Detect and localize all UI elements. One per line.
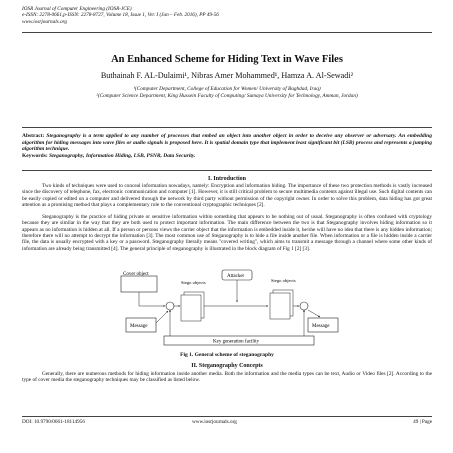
affiliation-1: ¹(Computer Department, College of Education for Women/ University of Baghdad, Iraq) — [133, 86, 321, 92]
header-rule — [22, 32, 432, 33]
extract-to-message-arrow — [308, 310, 320, 317]
intro-paragraph-1-text: Two kinds of techniques were used to conceal information nowadays, namely: Encryption and information hiding. The importance of these two protection methods is vastly increased since the discovery of telephone, fax, electronic communication and computer [1]. However, it is still critical problem to secure multimedia contents against illegal use. Such digital contents can be easily copied or edited on a computer and delivered through the network by third party without permission of the copyright owner. In order to solve this problem, data hiding has got great attention as a promising method that plays a complementary role to the conventional cryptographic techniques [2]. — [22, 183, 432, 209]
journal-name: IOSR Journal of Computer Engineering (IOSR-JCE) — [22, 6, 132, 12]
stego-stack-2-front — [270, 293, 290, 319]
intro-paragraph-2 — [22, 214, 432, 252]
scheme-diagram — [118, 268, 344, 348]
abstract-text: Steganography is a term applied to any number of processes that embed an object into another object in order to deceive any observer or adversary. An embedding algorithm for hiding messages into wave files or audio signals is proposed here. It is spatial domain type that implement least significant bit (LSB) process and represents a jumping algorithm technique. — [22, 133, 432, 153]
footer-page-number: 49 | Page — [413, 419, 432, 425]
attacker-label: Attacker — [227, 274, 245, 279]
stego-label-1: Stego objects — [181, 280, 206, 285]
abstract — [22, 133, 432, 159]
cover-object-box — [121, 276, 157, 292]
extract-node — [300, 302, 308, 310]
journal-header — [22, 6, 432, 25]
stego-label-2: Stego objects — [271, 278, 296, 283]
figure-caption: Fig 1. General scheme of steganography — [180, 352, 274, 358]
author-list: Buthainah F. AL-Dulaimi¹, Nibras Amer Mohammed¹, Hamza A. Al-Sewadi² — [100, 71, 354, 80]
section-heading-concepts: II. Steganography Concepts — [191, 363, 263, 369]
section-heading-introduction: I. Introduction — [208, 176, 246, 182]
message-label-1: Message — [130, 324, 148, 329]
keywords-text: Steganography, Information Hiding, LSB, PSNR, Data Security. — [47, 152, 196, 159]
footer-rule — [22, 416, 432, 417]
intro-paragraph-2-text: Steganography is the practice of hiding private or sensitive information within something that appears to be nothing out of usual. Steganography is often confused with cryptology because they are similar in the way that they are both used to protect important information. The main difference between the two is that Steganography involves hiding information so it appears as no information is hidden at all. If a person or persons views the carrier object that the information is embedded inside it, he/she will have no idea that there is any hidden information; therefore there will no attempt to decrypt the information [3]. The most common use of Steganography is to hide a file inside another file. When information or a file is hidden inside a carrier file, the data is usually encrypted with a key or a password. Steganography literally means "covered writing", which aims to transmit a message through a channel where some other kinds of information are already being transmitted [4]. The general principle of steganography is illustrated in the block diagram of Fig 1 [2] [3]. — [22, 214, 432, 252]
abstract-bottom-rule — [22, 170, 432, 171]
journal-website: www.iosrjournals.org — [22, 18, 67, 25]
footer-doi: DOI: 10.9790/0661-18114956 — [22, 419, 85, 425]
message-label-2: Message — [312, 324, 330, 329]
figure-steganography-scheme — [118, 268, 344, 348]
concepts-paragraph-1-text: Generally, there are numerous methods for hiding information inside another media. Both the information and the media types can be text, Audio or Video files [2]. According to the type of cover media the steganography techniques may be classified as listed below. — [22, 371, 432, 384]
footer-website: www.iosrjournals.org — [192, 419, 237, 425]
concepts-paragraph-1 — [22, 371, 432, 384]
stego-stack-1-front — [181, 295, 201, 321]
abstract-top-rule — [22, 127, 432, 128]
key-generation-label: Key generation facility — [213, 339, 260, 345]
affiliation-2: ²(Computer Science Department, King Hussein Faculty of Computing/ Sumaya University for Technology, Amman, Jordan) — [96, 93, 358, 99]
journal-issn: e-ISSN: 2278-0661,p-ISSN: 2278-8727, Volume 18, Issue 1, Ver. I (Jan – Feb. 2016), PP 49-56 — [22, 12, 219, 19]
embed-node — [166, 302, 174, 310]
intro-paragraph-1 — [22, 183, 432, 208]
message-to-embed-arrow — [156, 311, 168, 323]
keywords-label: Keywords: — [22, 152, 48, 159]
cover-object-label: Cover object — [123, 272, 149, 277]
paper-page — [22, 6, 432, 450]
paper-title: An Enhanced Scheme for Hiding Text in Wave Files — [111, 54, 343, 65]
abstract-label: Abstract: — [22, 133, 45, 139]
